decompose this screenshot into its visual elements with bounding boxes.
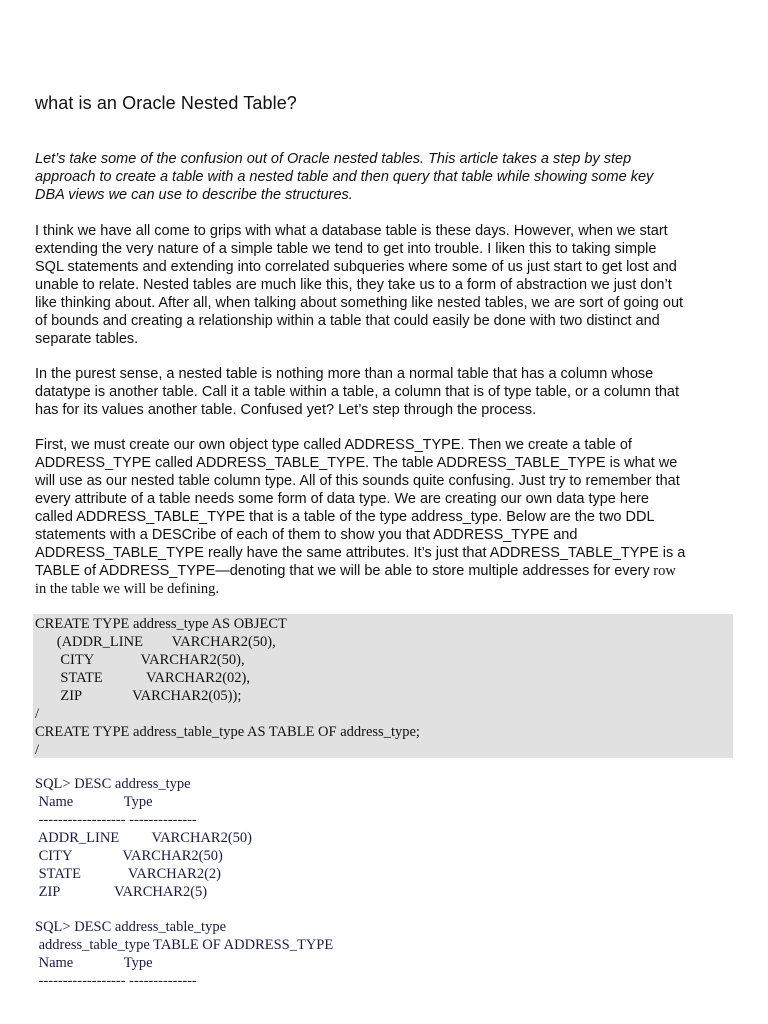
sql-line: ZIP VARCHAR2(5) bbox=[35, 884, 208, 900]
sql-line: ------------------ -------------- bbox=[35, 973, 197, 989]
paragraph-line: like thinking about. After all, when talking about something like nested tables, we are sort of going out bbox=[35, 295, 684, 311]
paragraph-line: ADDRESS_TYPE called ADDRESS_TABLE_TYPE. The table ADDRESS_TABLE_TYPE is what we bbox=[35, 455, 678, 471]
paragraph-line: unable to relate. Nested tables are much like this, they take us to a form of abstraction we just don’t bbox=[35, 277, 672, 293]
paragraph-line: separate tables. bbox=[35, 331, 139, 347]
sql-line: STATE VARCHAR2(2) bbox=[35, 866, 222, 882]
paragraph-line: statements with a DESCribe of each of them to show you that ADDRESS_TYPE and bbox=[35, 527, 578, 543]
code-line: ZIP VARCHAR2(05)); bbox=[35, 688, 242, 704]
intro-line: approach to create a table with a nested table and then query that table while showing some key bbox=[35, 169, 654, 185]
paragraph-line-serif: row bbox=[649, 563, 676, 579]
sql-line: SQL> DESC address_type bbox=[35, 776, 191, 792]
desc-address-table-type-output bbox=[35, 918, 333, 990]
code-line: STATE VARCHAR2(02), bbox=[35, 670, 251, 686]
sql-line: SQL> DESC address_table_type bbox=[35, 919, 227, 935]
sql-line: Name Type bbox=[35, 955, 153, 971]
paragraph-line: extending the very nature of a simple table we tend to get into trouble. I liken this to taking simple bbox=[35, 241, 657, 257]
paragraph-line: datatype is another table. Call it a table within a table, a column that is of type table, or a column that bbox=[35, 384, 680, 400]
sql-line: ------------------ -------------- bbox=[35, 812, 197, 828]
paragraph-line: In the purest sense, a nested table is nothing more than a normal table that has a column whose bbox=[35, 366, 654, 382]
paragraph-line: will use as our nested table column type. All of this sounds quite confusing. Just try to remember that bbox=[35, 473, 680, 489]
code-line: / bbox=[35, 706, 40, 722]
paragraph-line: SQL statements and extending into correlated subqueries where some of us just start to get lost and bbox=[35, 259, 677, 275]
code-line: CREATE TYPE address_type AS OBJECT bbox=[35, 616, 287, 632]
code-line: CITY VARCHAR2(50), bbox=[35, 652, 245, 668]
sql-line: ADDR_LINE VARCHAR2(50) bbox=[35, 830, 252, 846]
paragraph-line: called ADDRESS_TABLE_TYPE that is a table of the type address_type. Below are the two DDL bbox=[35, 509, 655, 525]
paragraph-line: of bounds and creating a relationship within a table that could easily be done with two distinct and bbox=[35, 313, 660, 329]
code-line: (ADDR_LINE VARCHAR2(50), bbox=[35, 634, 276, 650]
paragraph-3 bbox=[35, 436, 735, 598]
paragraph-line bbox=[35, 562, 735, 580]
intro-line: Let’s take some of the confusion out of Oracle nested tables. This article takes a step by step bbox=[35, 151, 632, 167]
code-line: / bbox=[35, 742, 40, 758]
sql-line: address_table_type TABLE OF ADDRESS_TYPE bbox=[35, 937, 334, 953]
code-listing bbox=[35, 615, 420, 759]
paragraph-line: in the table we will be defining. bbox=[35, 581, 220, 597]
paragraph-2 bbox=[35, 365, 735, 419]
article-title: what is an Oracle Nested Table? bbox=[35, 93, 297, 113]
paragraph-line-sans: TABLE of ADDRESS_TYPE—denoting that we will be able to store multiple addresses for every bbox=[35, 563, 650, 579]
intro-paragraph bbox=[35, 150, 735, 204]
intro-line: DBA views we can use to describe the structures. bbox=[35, 187, 353, 203]
code-line: CREATE TYPE address_table_type AS TABLE OF address_type; bbox=[35, 724, 420, 740]
paragraph-line: has for its values another table. Confused yet? Let’s step through the process. bbox=[35, 402, 537, 418]
paragraph-line: I think we have all come to grips with what a database table is these days. However, when we start bbox=[35, 223, 668, 239]
paragraph-line: every attribute of a table needs some form of data type. We are creating our own data type here bbox=[35, 491, 649, 507]
paragraph-1 bbox=[35, 222, 735, 348]
paragraph-line: ADDRESS_TABLE_TYPE really have the same attributes. It’s just that ADDRESS_TABLE_TYPE is a bbox=[35, 545, 686, 561]
sql-line: Name Type bbox=[35, 794, 153, 810]
desc-address-type-output bbox=[35, 775, 252, 901]
sql-line: CITY VARCHAR2(50) bbox=[35, 848, 223, 864]
paragraph-line: First, we must create our own object type called ADDRESS_TYPE. Then we create a table of bbox=[35, 437, 632, 453]
